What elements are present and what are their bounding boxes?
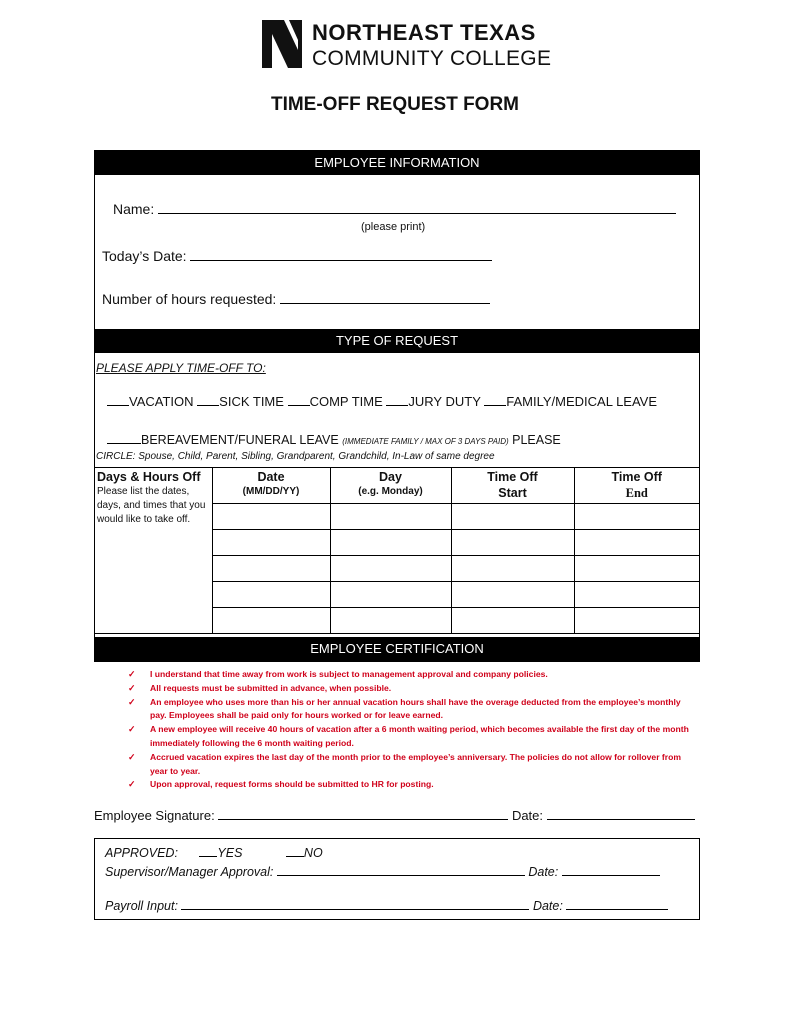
employee-signature-row <box>94 806 695 823</box>
day-cell[interactable] <box>330 608 451 634</box>
dates-table <box>95 467 699 634</box>
payroll-date-line[interactable] <box>566 898 668 910</box>
certification-item <box>128 751 698 779</box>
college-logo <box>262 20 552 70</box>
day-column-sub: (e.g. Monday) <box>358 486 423 497</box>
jury-duty-blank[interactable] <box>386 394 408 406</box>
sick-time-label: SICK TIME <box>219 394 284 409</box>
certification-item <box>128 696 698 724</box>
circle-relationship-text: CIRCLE: Spouse, Child, Parent, Sibling, Grandparent, Grandchild, In-Law of same degree <box>96 451 495 462</box>
date-cell[interactable] <box>212 608 330 634</box>
name-hint: (please print) <box>361 221 426 233</box>
name-field[interactable] <box>113 200 676 217</box>
todays-date-label: Today’s Date: <box>102 248 187 264</box>
todays-date-input-line[interactable] <box>190 247 492 261</box>
certification-text: Upon approval, request forms should be submitted to HR for posting. <box>150 779 434 790</box>
days-hours-off-cell <box>95 468 212 634</box>
request-type-options <box>107 394 657 409</box>
checkmark-icon: ✓ <box>128 724 136 735</box>
checkmark-icon: ✓ <box>128 682 136 693</box>
supervisor-date-label: Date: <box>528 865 559 879</box>
payroll-input-label: Payroll Input: <box>105 899 178 913</box>
end-cell[interactable] <box>574 504 699 530</box>
time-start-column-label: Time Off <box>487 470 538 484</box>
approved-row <box>105 845 323 860</box>
day-cell[interactable] <box>330 504 451 530</box>
certification-text: A new employee will receive 40 hours of vacation after a 6 month waiting period, which becomes available the first day of the month immediately following the 6 month waiting period. <box>150 724 689 748</box>
hours-requested-label: Number of hours requested: <box>102 291 277 307</box>
day-column-header <box>330 468 451 504</box>
start-cell[interactable] <box>451 582 574 608</box>
payroll-date-label: Date: <box>532 899 563 913</box>
date-cell[interactable] <box>212 556 330 582</box>
approved-yes-blank[interactable] <box>199 845 217 857</box>
approved-label: APPROVED: <box>105 846 178 860</box>
jury-duty-label: JURY DUTY <box>408 394 481 409</box>
approved-no-label: NO <box>303 846 323 860</box>
checkmark-icon: ✓ <box>128 751 136 762</box>
hours-requested-field[interactable] <box>102 290 490 307</box>
day-cell[interactable] <box>330 530 451 556</box>
time-end-column-sub: End <box>625 486 648 500</box>
checkmark-icon: ✓ <box>128 669 136 679</box>
days-hours-off-heading: Days & Hours Off <box>97 470 201 484</box>
date-column-label: Date <box>257 470 285 484</box>
dates-table-header-row <box>95 468 699 504</box>
name-input-line[interactable] <box>158 200 676 214</box>
bereavement-label: BEREAVEMENT/FUNERAL LEAVE <box>141 433 339 447</box>
certification-item <box>128 668 698 682</box>
start-cell[interactable] <box>451 530 574 556</box>
employee-signature-line[interactable] <box>218 806 508 820</box>
end-cell[interactable] <box>574 530 699 556</box>
certification-text: Accrued vacation expires the last day of the month prior to the employee’s anniversary. The policies do not allow for rollover from year to year. <box>150 751 682 776</box>
signature-date-line[interactable] <box>547 806 695 820</box>
comp-time-label: COMP TIME <box>309 394 383 409</box>
hours-requested-input-line[interactable] <box>280 290 490 304</box>
vacation-blank[interactable] <box>107 394 129 406</box>
payroll-input-row <box>105 898 668 913</box>
certification-text: An employee who uses more than his or her annual vacation hours shall have the overage deducted from the employee’s monthly pay. Employees shall be paid only for hours worked or for leave earned. <box>150 696 681 721</box>
time-start-column-sub: Start <box>498 486 527 500</box>
sick-time-blank[interactable] <box>197 394 219 406</box>
signature-date-label: Date: <box>511 808 544 823</box>
date-cell[interactable] <box>212 504 330 530</box>
payroll-input-line[interactable] <box>181 898 529 910</box>
apply-to-label: PLEASE APPLY TIME-OFF TO: <box>96 361 266 375</box>
certification-item <box>128 723 698 751</box>
days-hours-off-instructions: Please list the dates, days, and times that you would like to take off. <box>97 486 206 525</box>
bereavement-option <box>107 433 561 447</box>
bereavement-note: (IMMEDIATE FAMILY / MAX OF 3 DAYS PAID) <box>342 437 509 446</box>
form-box <box>94 150 700 662</box>
date-cell[interactable] <box>212 582 330 608</box>
logo-n-mark-icon <box>262 20 302 68</box>
end-cell[interactable] <box>574 582 699 608</box>
certification-list <box>128 668 698 792</box>
checkmark-icon: ✓ <box>128 779 136 790</box>
certification-item <box>128 778 698 792</box>
type-of-request-header: TYPE OF REQUEST <box>95 329 699 353</box>
form-title: TIME-OFF REQUEST FORM <box>270 94 520 115</box>
start-cell[interactable] <box>451 504 574 530</box>
supervisor-approval-line[interactable] <box>277 864 525 876</box>
name-label: Name: <box>113 201 155 217</box>
supervisor-approval-row <box>105 864 660 879</box>
supervisor-date-line[interactable] <box>562 864 660 876</box>
bereavement-please: PLEASE <box>512 433 561 447</box>
time-end-column-header <box>574 468 699 504</box>
end-cell[interactable] <box>574 556 699 582</box>
bereavement-blank[interactable] <box>107 433 141 444</box>
employee-certification-header: EMPLOYEE CERTIFICATION <box>95 637 699 661</box>
approved-yes-label: YES <box>217 846 243 860</box>
employee-info-header: EMPLOYEE INFORMATION <box>95 151 699 175</box>
todays-date-field[interactable] <box>102 247 492 264</box>
approved-no-blank[interactable] <box>286 845 304 857</box>
certification-item <box>128 682 698 696</box>
start-cell[interactable] <box>451 608 574 634</box>
checkmark-icon: ✓ <box>128 696 136 707</box>
start-cell[interactable] <box>451 556 574 582</box>
date-cell[interactable] <box>212 530 330 556</box>
certification-text: All requests must be submitted in advance, when possible. <box>150 682 392 693</box>
time-start-column-header <box>451 468 574 504</box>
date-column-header <box>212 468 330 504</box>
end-cell[interactable] <box>574 608 699 634</box>
family-medical-label: FAMILY/MEDICAL LEAVE <box>506 394 658 409</box>
certification-text: I understand that time away from work is subject to management approval and company policies. <box>150 669 548 679</box>
day-column-label: Day <box>379 470 402 484</box>
family-medical-blank[interactable] <box>484 394 506 406</box>
time-end-column-label: Time Off <box>611 470 662 484</box>
employee-signature-label: Employee Signature: <box>94 808 215 823</box>
logo-line1: NORTHEAST TEXAS <box>312 20 536 45</box>
day-cell[interactable] <box>330 582 451 608</box>
logo-line2: COMMUNITY COLLEGE <box>312 47 552 70</box>
supervisor-approval-label: Supervisor/Manager Approval: <box>105 865 274 879</box>
vacation-label: VACATION <box>129 394 194 409</box>
approval-box <box>94 838 700 920</box>
comp-time-blank[interactable] <box>288 394 310 406</box>
date-column-sub: (MM/DD/YY) <box>242 486 300 497</box>
day-cell[interactable] <box>330 556 451 582</box>
